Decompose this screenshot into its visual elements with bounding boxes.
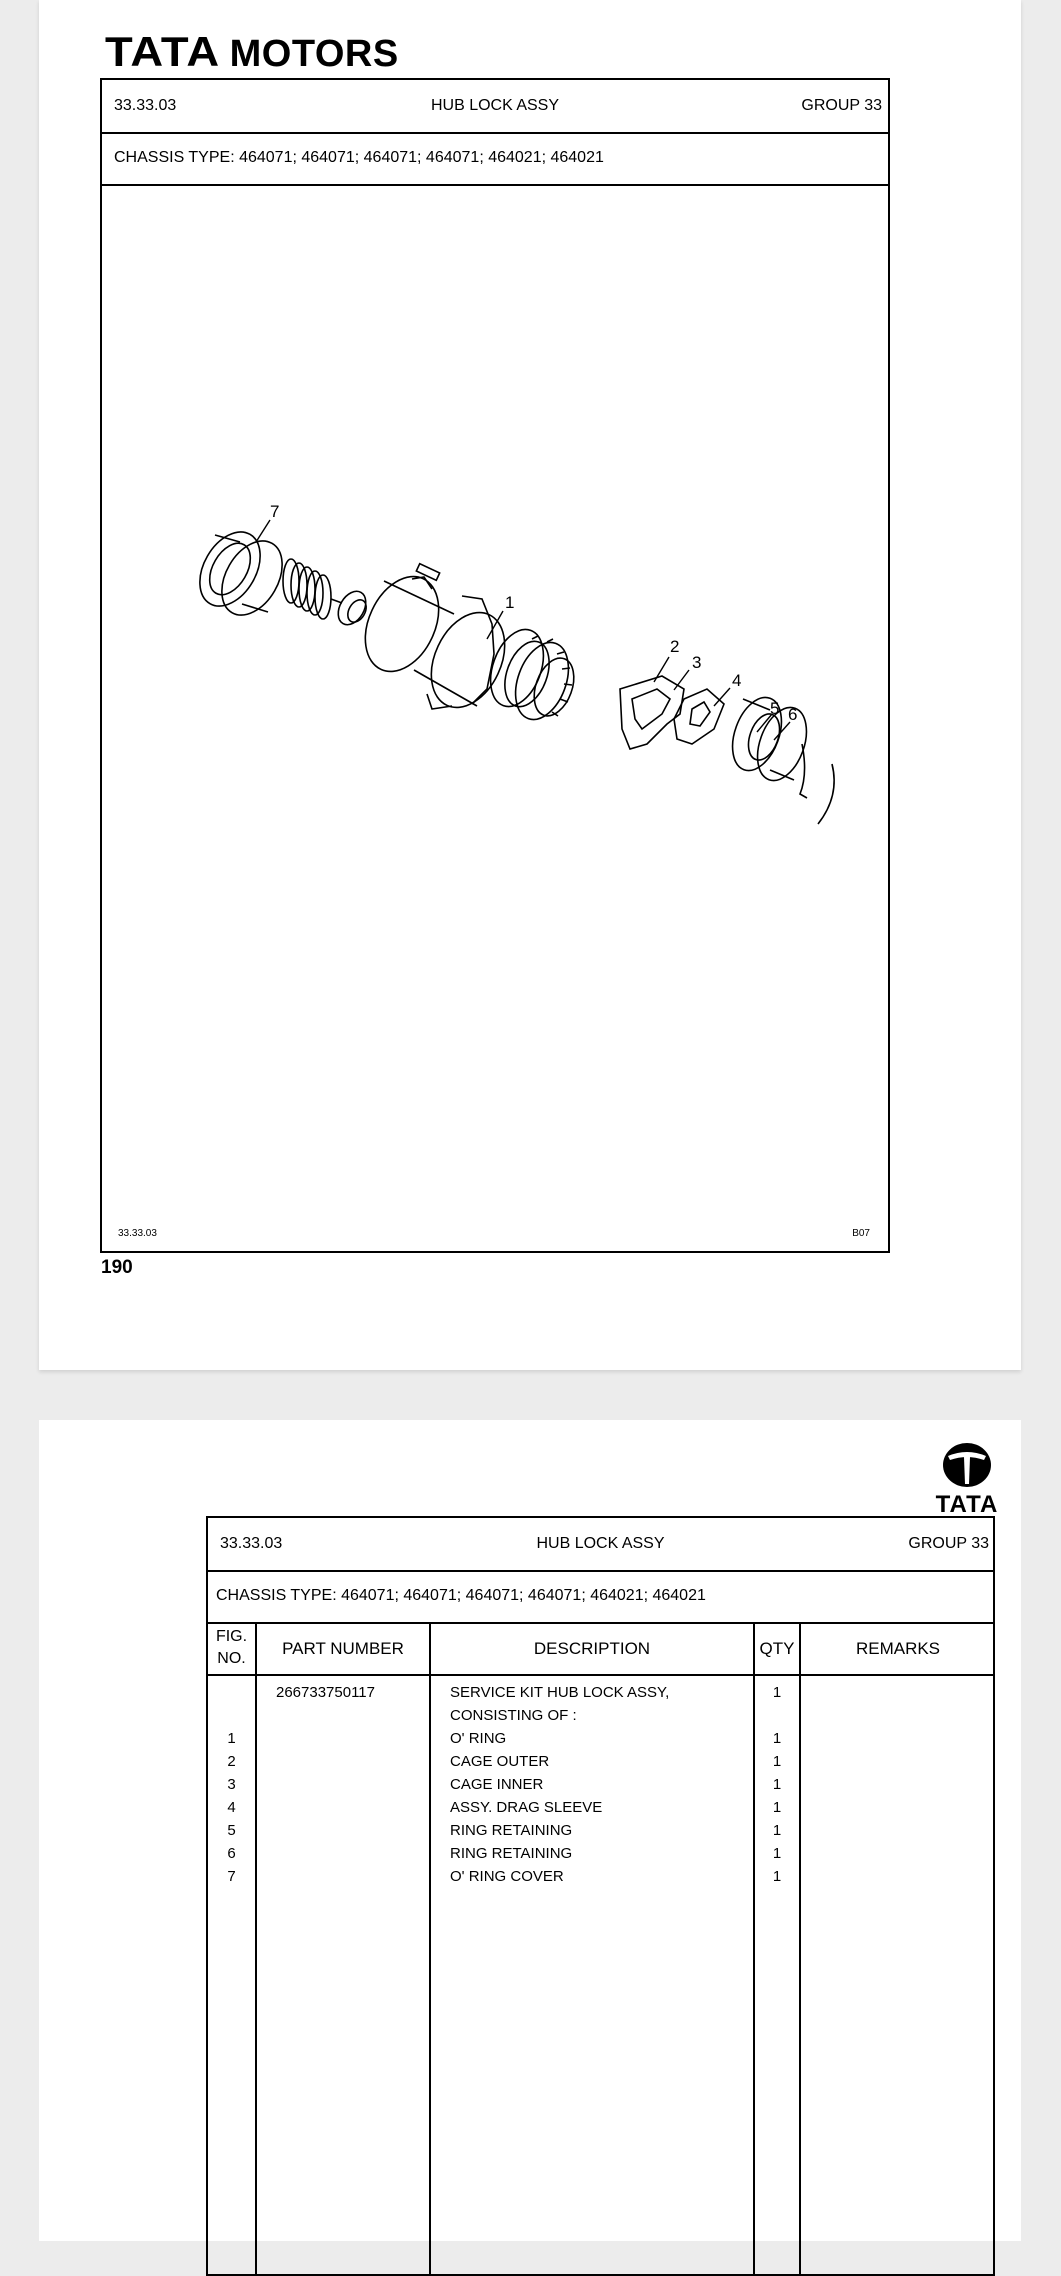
cell-qty: 1: [772, 1730, 782, 1747]
cell-qty: 1: [772, 1822, 782, 1839]
group-label: GROUP 33: [801, 97, 882, 114]
callout-6: 6: [788, 705, 798, 724]
small-ring: [333, 586, 372, 629]
callout-2: 2: [670, 637, 680, 656]
part-3-cage-inner: [674, 689, 724, 744]
callout-3: 3: [692, 653, 702, 672]
catalog-page-drawing: [39, 0, 1021, 1370]
cell-fig-no: 6: [227, 1845, 236, 1862]
cell-description: RING RETAINING: [450, 1822, 573, 1839]
callout-4: 4: [732, 671, 742, 690]
drawing-frame: [100, 78, 890, 1253]
cell-description: O' RING COVER: [450, 1868, 564, 1885]
cell-fig-no: 7: [227, 1868, 236, 1885]
footer-code: 33.33.03: [118, 1228, 157, 1239]
col-header-fig-line2: NO.: [217, 1650, 246, 1667]
cell-fig-no: 3: [227, 1776, 236, 1793]
cell-qty: 1: [772, 1799, 782, 1816]
cell-fig-no: 5: [227, 1822, 236, 1839]
chassis-type: CHASSIS TYPE: 464071; 464071; 464071; 464071; 464021; 464021: [114, 149, 604, 166]
col-header-qty: QTY: [759, 1639, 795, 1658]
footer-ref: B07: [852, 1228, 870, 1239]
col-header-fig-line1: FIG.: [215, 1628, 248, 1645]
section-title: HUB LOCK ASSY: [536, 1535, 665, 1552]
gear: [481, 622, 581, 727]
col-divider: [429, 1622, 431, 2274]
tata-logo: [935, 1442, 999, 1519]
part-5-ring-retaining: [800, 744, 807, 798]
section-code: 33.33.03: [114, 97, 177, 114]
spring: [283, 559, 342, 619]
parts-table: [206, 1516, 995, 2276]
col-header-remarks: REMARKS: [855, 1639, 941, 1658]
cell-fig-no: 1: [227, 1730, 236, 1747]
cell-fig-no: 4: [227, 1799, 236, 1816]
col-header-description: DESCRIPTION: [533, 1639, 651, 1658]
cell-description: O' RING: [450, 1730, 507, 1747]
part-7-oring-cover: [187, 521, 294, 625]
cell-description: CAGE INNER: [450, 1776, 544, 1793]
cell-qty: 1: [772, 1845, 782, 1862]
cell-description: SERVICE KIT HUB LOCK ASSY,: [450, 1684, 670, 1701]
cell-qty: 1: [772, 1776, 782, 1793]
page-number: 190: [101, 1257, 133, 1278]
chassis-row: [102, 132, 888, 186]
col-header-fig: [208, 1626, 255, 1670]
col-header-part-number: PART NUMBER: [282, 1639, 404, 1658]
cell-description: CAGE OUTER: [450, 1753, 550, 1770]
part-6-ring-retaining: [818, 764, 834, 824]
tata-motors-logo: [105, 28, 399, 76]
logo-motors-text: MOTORS: [229, 33, 399, 75]
tata-logo-text: TATA: [935, 1491, 999, 1518]
chassis-row: [208, 1570, 993, 1624]
cell-qty: 1: [772, 1684, 782, 1701]
group-label: GROUP 33: [908, 1535, 989, 1552]
cell-part-number: 266733750117: [276, 1684, 375, 1701]
callout-7: 7: [270, 502, 280, 521]
cell-description: CONSISTING OF :: [450, 1707, 577, 1724]
logo-tata-text: TATA: [105, 28, 221, 75]
catalog-page-parts-list: [39, 1420, 1021, 2241]
cell-qty: 1: [772, 1753, 782, 1770]
chassis-type: CHASSIS TYPE: 464071; 464071; 464071; 464071; 464021; 464021: [216, 1587, 706, 1604]
section-code: 33.33.03: [220, 1535, 283, 1552]
cell-description: RING RETAINING: [450, 1845, 573, 1862]
cell-qty: 1: [772, 1868, 782, 1885]
callout-1: 1: [505, 593, 515, 612]
callout-5: 5: [770, 699, 780, 718]
tata-emblem-icon: [942, 1442, 992, 1488]
cell-description: ASSY. DRAG SLEEVE: [450, 1799, 603, 1816]
col-divider: [753, 1622, 755, 2274]
header-row: [102, 80, 888, 134]
col-divider: [255, 1622, 257, 2274]
part-2-cage-outer: [620, 676, 684, 749]
section-title: HUB LOCK ASSY: [430, 97, 560, 114]
header-row: [208, 1518, 993, 1572]
cell-fig-no: 2: [227, 1753, 236, 1770]
col-divider: [799, 1622, 801, 2274]
exploded-parts-diagram: [102, 184, 888, 1249]
